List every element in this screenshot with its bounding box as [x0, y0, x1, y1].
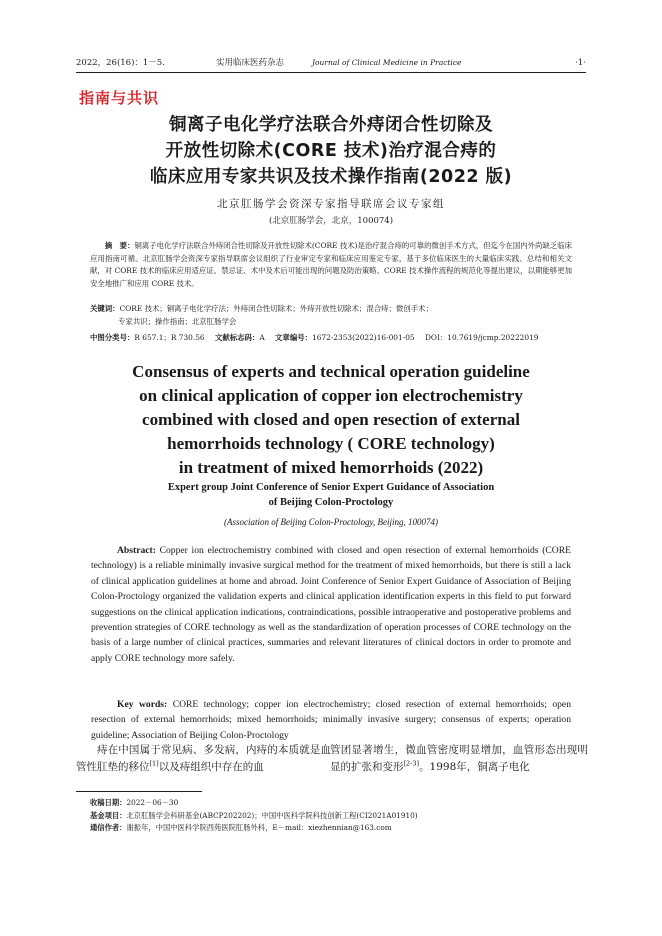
running-header	[76, 55, 586, 71]
citation-ref: [2-3]	[403, 759, 420, 767]
en-abstract-label: Abstract:	[117, 545, 156, 556]
en-title-line: on clinical application of copper ion electrochemistry	[139, 386, 523, 405]
en-title	[60, 360, 602, 480]
cn-title-line: 临床应用专家共识及技术操作指南(2022 版)	[149, 167, 513, 187]
cn-title-line: 开放性切除术(CORE 技术)治疗混合痔的	[165, 141, 497, 161]
header-journal-cn: 实用临床医药杂志	[216, 58, 285, 68]
footnotes	[90, 797, 582, 835]
en-author	[60, 480, 602, 510]
header-page-number: ·1·	[575, 58, 586, 68]
cn-author: 北京肛肠学会资深专家指导联席会议专家组	[217, 198, 445, 210]
class-value: R 657.1；R 730.56	[134, 333, 205, 342]
en-title-line: hemorrhoids technology ( CORE technology)	[167, 434, 495, 453]
doc-code-label: 文献标志码：	[214, 333, 260, 342]
received-value: 2022－06－30	[126, 798, 179, 807]
en-keywords	[91, 697, 571, 743]
doi-label: DOI：	[424, 333, 448, 342]
en-keywords-label: Key words:	[117, 699, 168, 710]
en-author-line: Expert group Joint Conference of Senior Expert Guidance of Association	[167, 482, 495, 493]
en-author-line: of Beijing Colon-Proctology	[268, 497, 394, 508]
corresponding-value: 谢振年，中国中医科学院西苑医院肛肠外科，E－mail：xiezhennian@163.com	[126, 823, 392, 832]
en-title-line: Consensus of experts and technical operation guideline	[132, 362, 530, 381]
class-label: 中图分类号：	[90, 333, 135, 342]
body-text: 管团显著增生，微血管密度明显增加，血管形态出现明显的扩张和变形	[330, 744, 588, 773]
en-keywords-text: CORE technology; copper ion electrochemistry; closed resection of external hemorrhoids; open resection of external hemorrhoids; mixed hemorrhoids; minimally invasive surgery; consensus of experts; operation guideline; Association of Beijing Colon-Proctology	[91, 699, 571, 741]
cn-title	[80, 112, 582, 190]
header-citation: 2022，26(16)：1－5.	[76, 58, 165, 68]
body-text: 以及痔组织中存在的血	[158, 760, 264, 773]
doc-code-value: A	[259, 333, 265, 342]
cn-keywords	[90, 302, 572, 328]
article-no-value: 1672-2353(2022)16-001-05	[312, 333, 415, 342]
cn-abstract-text: 铜离子电化学疗法联合外痔闭合性切除及开放性切除术(CORE 技术)是治疗混合痔的可靠的微创手术方式，但迄今在国内外尚缺乏临床应用指南可循。北京肛肠学会资深专家指导联席会议组织了行业审定专家和临床应用鉴定专家，基于多位临床医生的大量临床实践、总结和相关文献，对 CORE 技术的临床应用适应证、禁忌证、术中及术后可能出现的问题及防治策略、CORE 技术操作流程的规范化等提出建议，以期能够更加安全地推广和应用 CORE 技术。	[90, 241, 572, 288]
body-column-left	[76, 742, 331, 775]
fund-value: 北京肛肠学会科研基金(ABCP202202)；中国中医科学院科技创新工程(CI2021A01910)	[126, 810, 418, 820]
cn-abstract	[90, 240, 572, 290]
body-text: 痔在中国属于常见病、多发病，内痔的本质就是血管性肛垫的移位	[76, 744, 331, 773]
section-tag: 指南与共识	[79, 89, 160, 107]
cn-abstract-label: 摘 要：	[104, 241, 135, 250]
en-title-line: in treatment of mixed hemorrhoids (2022)	[178, 458, 484, 477]
cn-keywords-label: 关键词：	[90, 304, 120, 313]
article-no-label: 文章编号：	[275, 333, 312, 342]
cn-keywords-line: CORE 技术；铜离子电化学疗法；外痔闭合性切除术；外痔开放性切除术；混合痔；微创手术；	[119, 304, 433, 313]
corresponding-label: 通信作者：	[90, 823, 127, 832]
en-affiliation: (Association of Beijing Colon-Proctology, Beijing, 100074)	[224, 517, 438, 527]
en-abstract	[91, 543, 571, 666]
received-label: 收稿日期：	[90, 798, 127, 807]
body-column-right	[330, 742, 588, 775]
cn-classification	[90, 332, 572, 344]
fund-label: 基金项目：	[90, 810, 127, 820]
citation-ref: [1]	[149, 759, 159, 767]
body-text: 。1998年，铜离子电化	[419, 760, 530, 773]
cn-keywords-line: 专家共识；操作指南；北京肛肠学会	[118, 317, 237, 326]
en-abstract-text: Copper ion electrochemistry combined with closed and open resection of external hemorrhoids (CORE technology) is a reliable minimally invasive surgical method for the treatment of mixed hemorrhoids, but there is still a lack of clinical application guidelines at home and abroad. Joint Conference of Senior Expert Guidance of Association of Beijing Colon-Proctology organized the validation experts and clinical application identification experts in this field to put forward suggestions on the clinical application indications, contraindications, possible intraoperative and postoperative problems and prevention strategies of CORE technology as well as the standardization of operation processes of CORE technology on the basis of a large number of clinical practices, summaries and relevant literatures of clinical doctors in order to promote and apply CORE technology more safely.	[91, 545, 571, 664]
header-journal-en: Journal of Clinical Medicine in Practice	[312, 58, 462, 67]
cn-title-line: 铜离子电化学疗法联合外痔闭合性切除及	[169, 115, 493, 135]
doi-value: 10.7619/jcmp.20222019	[447, 333, 539, 342]
footnote-rule	[76, 791, 202, 792]
header-rule	[76, 72, 586, 73]
en-title-line: combined with closed and open resection of external	[142, 410, 520, 429]
cn-affiliation: (北京肛肠学会，北京，100074)	[268, 216, 394, 226]
